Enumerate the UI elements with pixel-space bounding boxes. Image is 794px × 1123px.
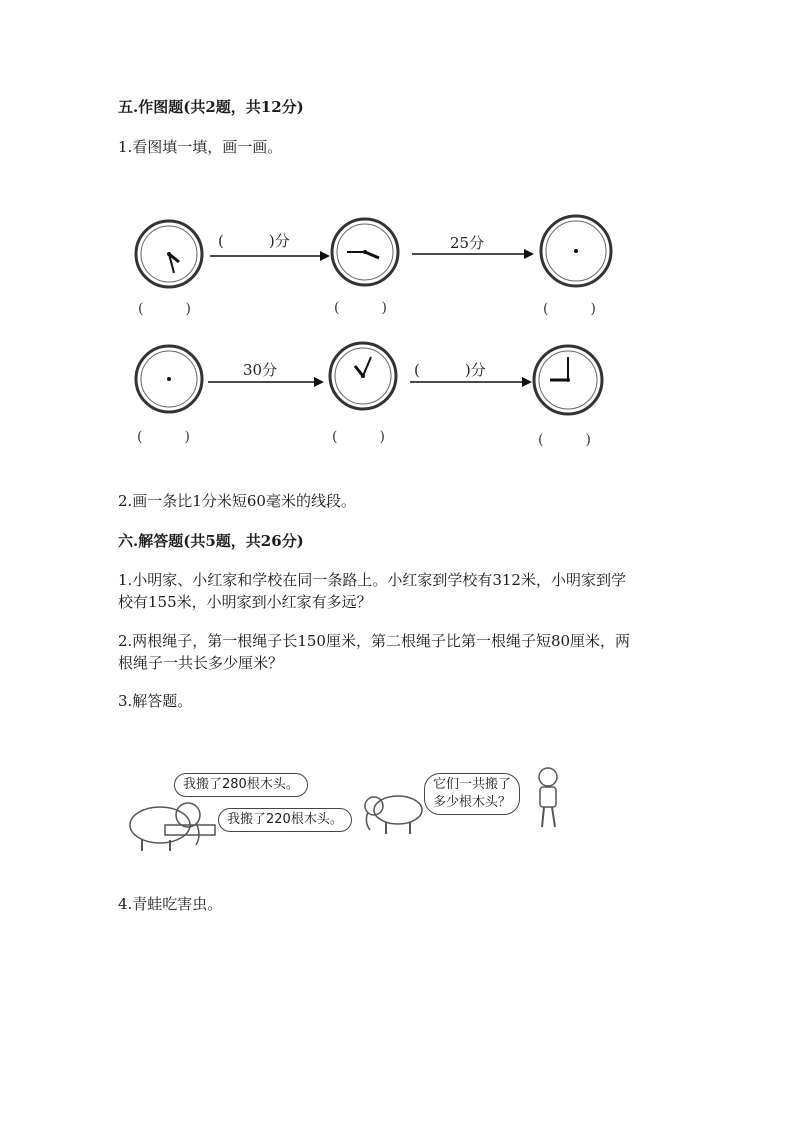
speech-bubble-3-line2: 多少根木头？	[433, 795, 512, 810]
answer-blank-4: ( )	[137, 429, 190, 445]
question-6-1-line1: 1.小明家、小红家和学校在同一条路上。小红家到学校有312米，小明家到学	[118, 571, 626, 589]
question-6-2-line2: 根绳子一共长多少厘米？	[118, 654, 284, 672]
answer-blank-1: ( )	[138, 301, 191, 317]
clock-5-icon	[327, 340, 399, 412]
speech-bubble-3-line1: 它们一共搬了	[433, 777, 512, 792]
answer-blank-2: ( )	[334, 300, 387, 316]
section-5-title: 五.作图题(共2题，共12分)	[118, 98, 304, 116]
clock-4-icon	[133, 343, 205, 415]
arrow-1-icon	[210, 250, 330, 262]
section-6-title: 六.解答题(共5题，共26分)	[118, 532, 304, 550]
question-5-2: 2.画一条比1分米短60毫米的线段。	[118, 492, 356, 510]
clock-2-icon	[329, 216, 401, 288]
answer-blank-5: ( )	[332, 429, 385, 445]
arrow-4-label: ( )分	[414, 361, 486, 379]
speech-bubble-2: 我搬了220根木头。	[218, 808, 352, 832]
question-6-4: 4.青蛙吃害虫。	[118, 895, 223, 913]
question-6-3: 3.解答题。	[118, 692, 193, 710]
arrow-2-label: 25分	[450, 234, 485, 252]
answer-blank-3: ( )	[543, 301, 596, 317]
boy-icon	[528, 765, 568, 831]
clock-6-icon	[531, 343, 605, 417]
elephant-1-icon	[120, 795, 220, 853]
question-6-1-line2: 校有155米，小明家到小红家有多远？	[118, 593, 372, 611]
speech-bubble-3	[424, 773, 520, 815]
clock-3-icon	[538, 213, 614, 289]
question-5-1: 1.看图填一填，画一画。	[118, 138, 283, 156]
question-6-2-line1: 2.两根绳子，第一根绳子长150厘米，第二根绳子比第一根绳子短80厘米，两	[118, 632, 631, 650]
arrow-3-label: 30分	[243, 361, 278, 379]
speech-bubble-1: 我搬了280根木头。	[174, 773, 308, 797]
elephant-2-icon	[360, 790, 426, 836]
clock-1-icon	[133, 218, 205, 290]
answer-blank-6: ( )	[538, 432, 591, 448]
arrow-1-label: ( )分	[218, 232, 290, 250]
